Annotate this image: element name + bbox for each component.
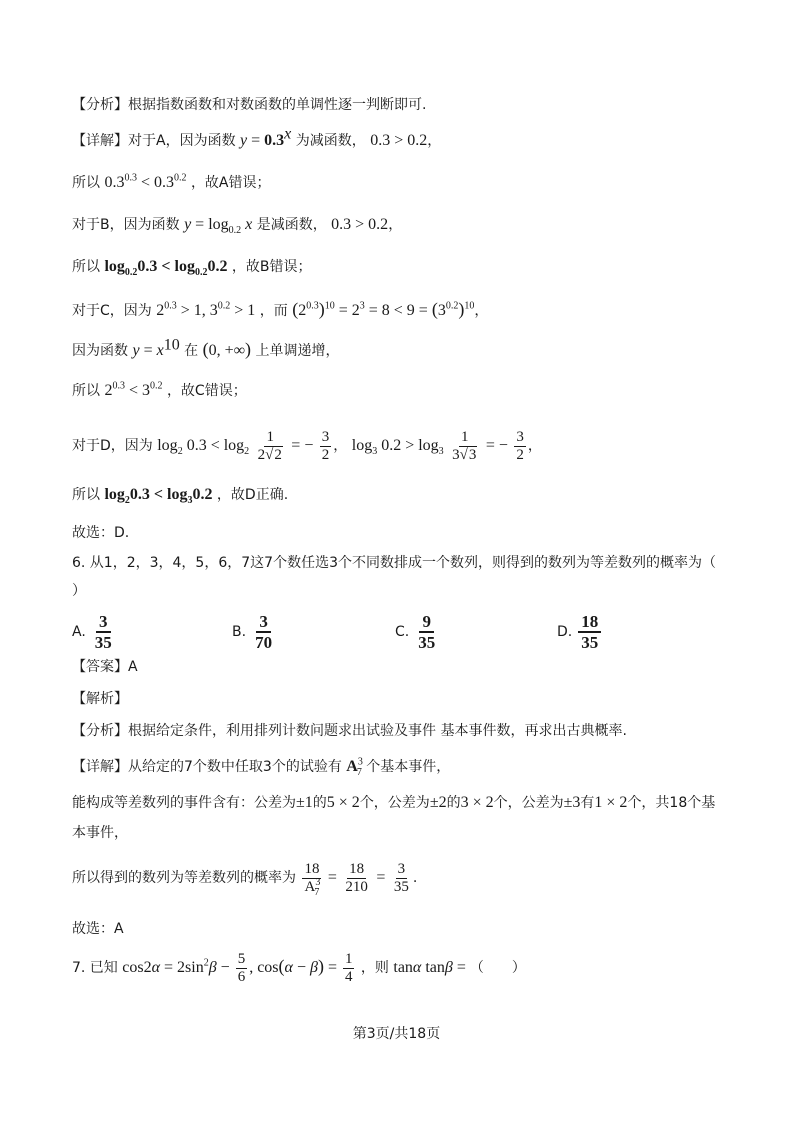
detail-line-a: 【详解】对于A，因为函数 $y = 0.3^x$ 为减函数， 0.3 > 0.2， (72, 125, 442, 149)
conclusion-a-line: 所以 $0.3^{0.3} < 0.3^{0.2}$ ，故A错误； (72, 172, 271, 191)
q6-stem-cont: ） (72, 583, 86, 599)
q6-detail: 【详解】从给定的7个数中任取3个的试验有 $A^3_7$ 个基本事件， (72, 756, 451, 779)
q6-events: 能构成等差数列的事件含有：公差为±1的5 × 2个，公差为±2的3 × 2个，公差为±3有1 × 2个，共18个基 (72, 794, 716, 811)
choice-a-fraction: 3 35 (94, 612, 112, 652)
q6-select: 故选：A (72, 921, 124, 937)
conclusion-b-line: 所以 $\log_{0.2}0.3 < \log_{0.2}0.2$ ，故B错误； (72, 258, 312, 279)
choice-b-fraction: 3 70 (255, 612, 273, 652)
choice-a[interactable]: A. 3 35 (72, 612, 115, 652)
q7-stem: 7. 已知 $\cos 2\alpha = 2\sin^2\beta$ − $\frac{5}{6}$ , cos(α − β) = $\frac{1}{4}$ ，则 tanα tanβ = （ ） (72, 950, 526, 985)
q6-analysis: 【分析】根据给定条件，利用排列计数问题求出试验及事件 基本事件数，再求出古典概率. (72, 723, 627, 739)
analysis-line: 【分析】根据指数函数和对数函数的单调性逐一判断即可. (72, 97, 427, 113)
choice-d-fraction: 18 35 (578, 612, 601, 652)
monotonic-line: 因为函数 $y = x^{10}$ 在 (0, +∞) 上单调递增， (72, 336, 340, 359)
page-footer: 第3页/共18页 (352, 1026, 441, 1042)
choice-c[interactable]: C. 9 35 (395, 612, 438, 652)
q6-answer: 【答案】A (72, 659, 138, 675)
conclusion-d-line: 所以 $\log_20.3 < \log_30.2$ ，故D正确. (72, 486, 289, 507)
select-d-line: 故选：D. (72, 525, 130, 541)
q6-jiexi: 【解析】 (72, 691, 128, 707)
choice-c-fraction: 9 35 (418, 612, 436, 652)
choice-d[interactable]: D. 18 35 (557, 612, 601, 652)
choice-b[interactable]: B. 3 70 (232, 612, 275, 652)
q6-events-cont: 本事件， (72, 825, 128, 841)
detail-line-c: 对于C，因为 $2^{0.3} > 1$, $3^{0.2} > 1$ ，而 $(2^{0.3})^{10} = 2^3 = 8 < 9 = (3^{0.2})^{10}$， (72, 299, 489, 319)
conclusion-c-line: 所以 $2^{0.3} < 3^{0.2}$ ，故C错误； (72, 380, 247, 399)
detail-line-b: 对于B，因为函数 $y = \log_{0.2} x$ 是减函数， 0.3 > 0.2， (72, 216, 403, 237)
detail-line-d: 对于D，因为 $\log_2 0.3 < \log_2$ $\frac{1}{2√2}$ = − $\frac{3}{2}$ ， $\log_3 0.2 > \log_3$ $\frac{1}{3√3}$ = − $\frac{3}{2}$ ， (72, 428, 542, 463)
q6-probability: 所以得到的数列为等差数列的概率为 $\frac{18}{A^3_7}$ = $\frac{18}{210}$ = $\frac{3}{35}$ . (72, 860, 418, 898)
q6-stem: 6. 从1，2，3，4，5，6，7这7个数任选3个不同数排成一个数列，则得到的数列为等差数列的概率为（ (72, 555, 716, 571)
